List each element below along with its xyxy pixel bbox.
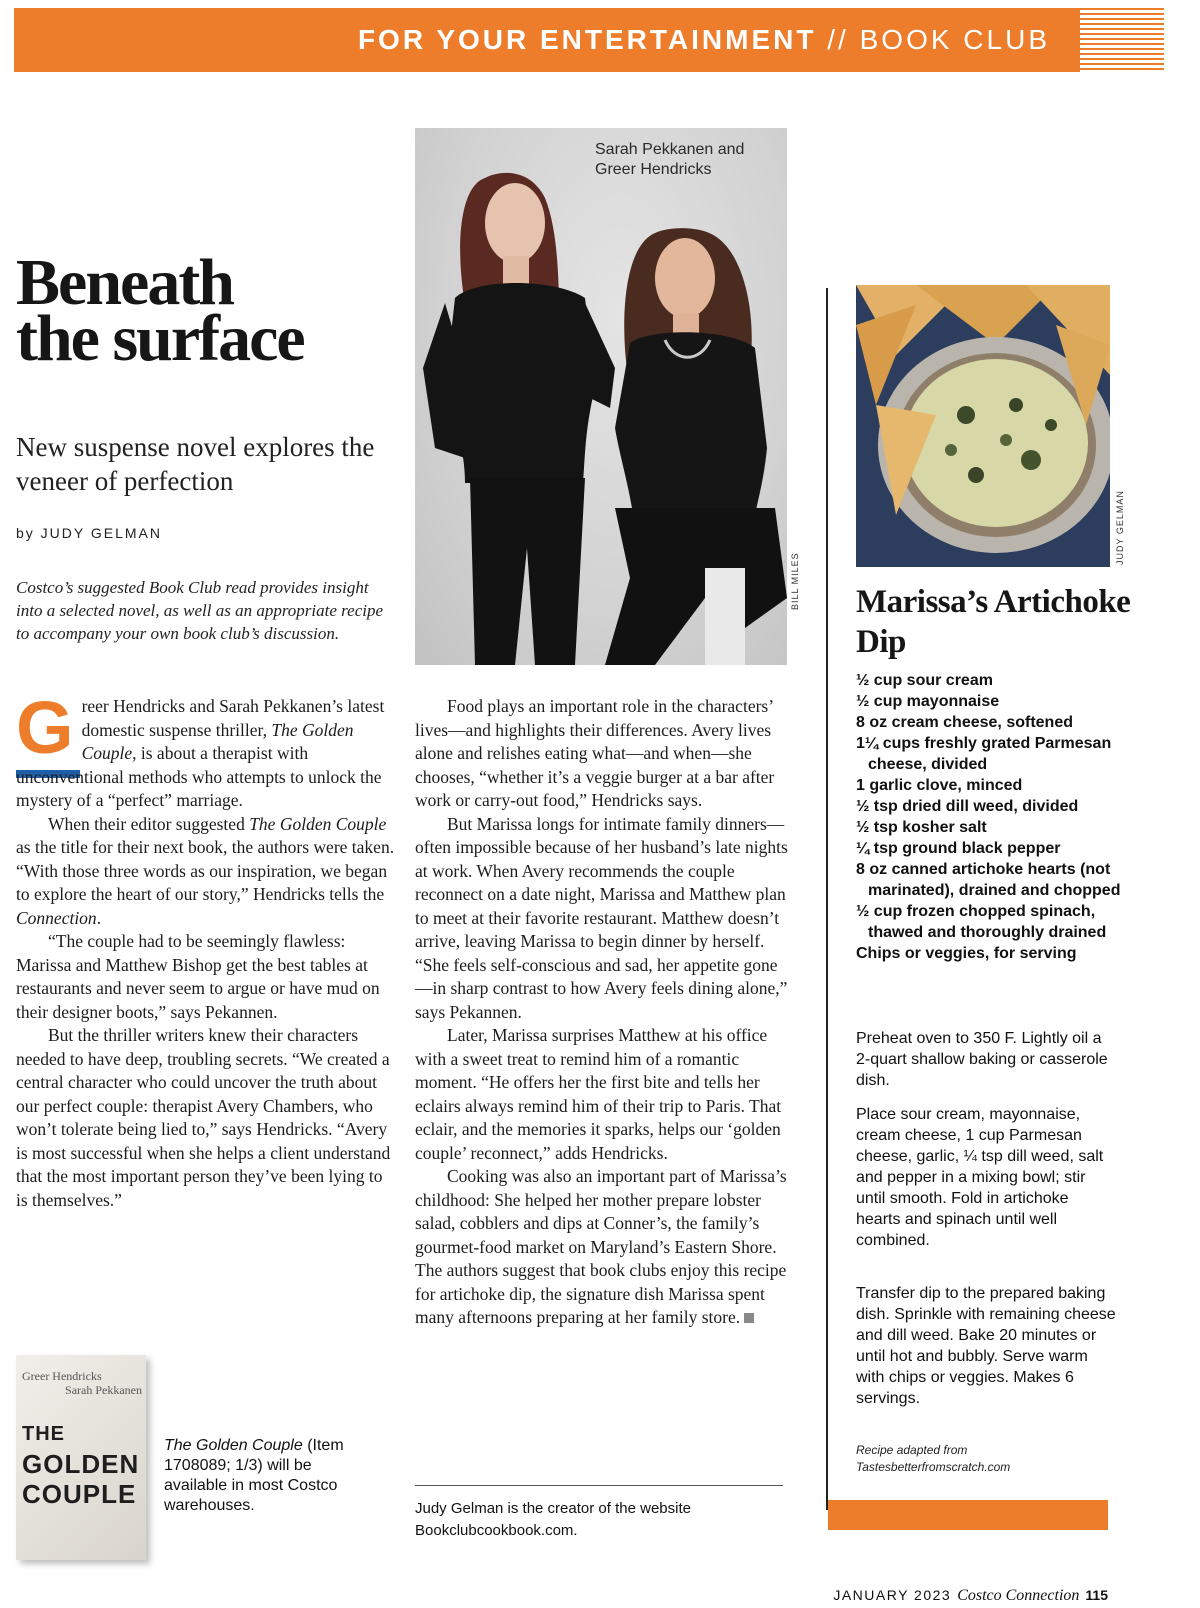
ingredient-item: 1 garlic clove, minced <box>856 777 1023 794</box>
headline-line-1: Beneath <box>16 246 233 319</box>
issue-date: JANUARY 2023 <box>833 1587 952 1603</box>
book-cover-title-line-1: THE <box>22 1423 65 1445</box>
ingredient-item: 1¼ cups freshly grated Parmesan cheese, divided <box>856 735 1112 773</box>
author-footnote: Judy Gelman is the creator of the website Bookclubcookbook.com. <box>415 1500 691 1539</box>
book-cover-author-2: Sarah Pekkanen <box>65 1383 142 1397</box>
recipe-source <box>856 1442 1116 1476</box>
article-paragraph: But Marissa longs for intimate family dinners—often impossible because of her husband’s late nights at work. When Avery recommends the couple reconnect on a date night, Marissa and Matthew plan to meet at their favorite restaurant. Matthew doesn’t arrive, leaving Marissa to begin dinner by herself. “She feels self-conscious and sad, her appetite gone—in sharp contrast to how Avery feels dining alone,” says Pekannen. <box>415 813 788 1022</box>
article-column-1 <box>16 686 396 1212</box>
article-paragraph <box>16 686 396 813</box>
book-cover-title-line-3: COUPLE <box>22 1479 137 1509</box>
footnote-divider <box>415 1485 783 1486</box>
banner-separator: // <box>816 24 860 55</box>
recipe-step-3: Transfer dip to the prepared baking dish. Sprinkle with remaining cheese and dill weed. Bake 20 minutes or until hot and bubbly. Serve warm with chips or veggies. Makes 6 servings. <box>856 1285 1116 1407</box>
dip-illustration <box>856 285 1110 567</box>
ingredient-item: ½ cup mayonnaise <box>856 693 1000 710</box>
book-note-details: (Item 1708089; 1/3) will be available in most Costco warehouses. <box>164 1437 344 1514</box>
book-cover-author-1: Greer Hendricks <box>22 1369 102 1383</box>
sidebar-divider <box>826 288 828 1510</box>
section-banner <box>14 8 1080 72</box>
byline: by JUDY GELMAN <box>16 525 162 541</box>
artichoke-dip-photo <box>856 285 1110 567</box>
paragraph-text: , is about a therapist with unconventional methods who attempts to unlock the mystery of a “perfect” marriage. <box>16 743 382 810</box>
paragraph-text: . <box>96 907 102 928</box>
ingredient-item: Chips or veggies, for serving <box>856 945 1077 962</box>
book-availability-note <box>164 1436 349 1516</box>
page-number: 115 <box>1085 1587 1108 1603</box>
book-cover-title <box>22 1419 146 1509</box>
paragraph-text: as the title for their next book, the authors were taken. “With those three words as our inspiration, we began to explore the heart of our story,” Hendricks tells the <box>16 837 395 904</box>
dip-photo-credit: JUDY GELMAN <box>1115 490 1125 565</box>
ingredient-item: 8 oz cream cheese, softened <box>856 714 1073 731</box>
recipe-title: Marissa’s Artichoke Dip <box>856 584 1131 660</box>
book-cover <box>16 1355 146 1560</box>
banner-subsection: BOOK CLUB <box>859 24 1050 55</box>
banner-section: FOR YOUR ENTERTAINMENT <box>357 24 817 55</box>
page-footer <box>833 1587 1108 1605</box>
ingredient-item: ½ tsp kosher salt <box>856 819 987 836</box>
headline-line-2: the surface <box>16 302 304 375</box>
article-column-2 <box>415 695 790 1330</box>
ingredient-item: ½ cup frozen chopped spinach, thawed and thoroughly drained <box>856 903 1107 941</box>
book-title-italic: The Golden Couple <box>81 719 354 763</box>
ingredient-item: ¼ tsp ground black pepper <box>856 840 1061 857</box>
article-paragraph: Later, Marissa surprises Matthew at his office with a sweet treat to remind him of a romantic moment. “He offers her the first bite and tells her eclairs always remind him of their trip to Paris. That eclair, and the memories it sparks, helps our ‘golden couple’ reconnect,” adds Hendricks. <box>415 1025 782 1163</box>
article-paragraph <box>415 1165 790 1330</box>
book-note-title: The Golden Couple <box>164 1437 303 1454</box>
recipe-step-2: Place sour cream, mayonnaise, cream cheese, 1 cup Parmesan cheese, garlic, ¼ tsp dill weed, salt and pepper in a mixing bowl; stir until smooth. Fold in artichoke hearts and spinach until well combined. <box>856 1106 1104 1249</box>
paragraph-text: When their editor suggested <box>48 813 250 834</box>
recipe-step-1: Preheat oven to 350 F. Lightly oil a 2-quart shallow baking or casserole dish. <box>856 1030 1108 1089</box>
photo-credit: BILL MILES <box>790 552 800 610</box>
authors-illustration <box>415 128 787 665</box>
article-paragraph: But the thriller writers knew their characters needed to have deep, troubling secrets. “We created a central character who could uncover the truth about our perfect couple: therapist Avery Chambers, who won’t tolerate being lied to,” says Hendricks. “Avery is most successful when she helps a client understand that the most important person they’ve been lying to is themselves.” <box>16 1025 391 1210</box>
article-paragraph: “The couple had to be seemingly flawless: Marissa and Matthew Bishop get the best tables at restaurants and never seem to argue or have mud on their designer boots,” says Pekannen. <box>16 931 380 1022</box>
book-title-italic: The Golden Couple <box>249 813 387 834</box>
headline <box>16 246 406 375</box>
magazine-name: Costco Connection <box>957 1587 1080 1604</box>
ingredient-item: ½ cup sour cream <box>856 672 993 689</box>
book-cover-authors <box>22 1369 142 1397</box>
photo-caption: Sarah Pekkanen and Greer Hendricks <box>595 141 745 178</box>
authors-photo <box>415 128 787 665</box>
book-cover-title-line-2: GOLDEN <box>22 1449 140 1479</box>
recipe-source-line-1: Recipe adapted from <box>856 1443 968 1457</box>
subhead: New suspense novel explores the veneer of perfection <box>16 432 375 496</box>
paragraph-text: Cooking was also an important part of Marissa’s childhood: She helped her mother prepare lobster salad, cobblers and dips at Conner’s, the family’s gourmet-food market on Maryland’s Eastern Shore. The authors suggest that book clubs enjoy this recipe for artichoke dip, the signature dish Marissa spent many afternoons preparing at her family store. <box>415 1166 787 1327</box>
banner-text <box>358 24 1050 56</box>
ingredient-item: ½ tsp dried dill weed, divided <box>856 798 1079 815</box>
magazine-name-italic: Connection <box>16 907 97 928</box>
paragraph-text: reer Hendricks and Sarah Pekkanen’s latest domestic suspense thriller, <box>81 696 385 740</box>
article-paragraph <box>16 813 396 931</box>
article-paragraph: Food plays an important role in the characters’ lives—and highlights their differences. Avery lives alone and relishes eating what—and when—she chooses, “whether it’s a veggie burger at a bar after work or carry-out food,” Hendricks says. <box>415 696 775 810</box>
end-mark-icon <box>744 1313 754 1323</box>
dropcap-letter: G <box>16 686 74 769</box>
recipe-source-link: Tastesbetterfromscratch.com <box>856 1460 1011 1474</box>
sidebar-accent-bar <box>828 1500 1108 1530</box>
banner-stripes-decoration <box>1080 8 1164 72</box>
intro-text: Costco’s suggested Book Club read provides insight into a selected novel, as well as an appropriate recipe to accompany your own book club’s discussion. <box>16 578 384 643</box>
ingredient-list <box>856 670 1126 964</box>
ingredient-item: 8 oz canned artichoke hearts (not marinated), drained and chopped <box>856 861 1121 899</box>
